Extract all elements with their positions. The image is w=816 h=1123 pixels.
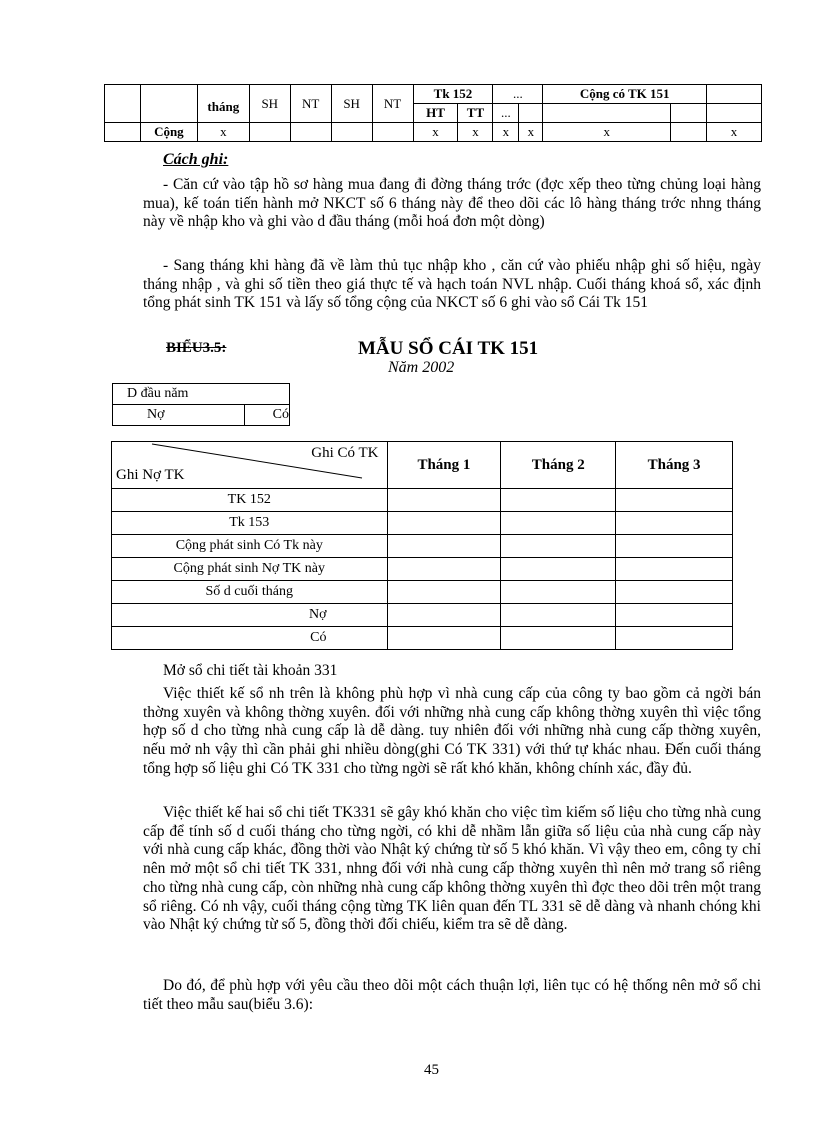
header-ht: HT (413, 104, 458, 123)
total-cell: x (493, 123, 519, 142)
table-cell (387, 535, 501, 558)
table-cell (671, 104, 707, 123)
table-cell (501, 535, 616, 558)
ledger-table (111, 441, 733, 650)
table-cell (140, 85, 197, 123)
section-331-paragraph-1: Việc thiết kế sổ nh trên là không phù hợp vì nhà cung cấp của công ty bao gồm cả ngời bán thờng xuyên và không thờng xuyên. đối với những nhà cung cấp không thờng xuyên thì việc tổng hợp số d cho từng nhà cung cấp là dễ dàng. tuy nhiên đối với những nhà cung cấp thờng xuyên, nếu mở nh vậy thì cần phải ghi nhiều dòng(ghi Có TK 331) với thứ tự khác nhau. Đến cuối tháng tổng hợp số liệu ghi Có TK 331 cho từng ngời sẽ rất khó khăn, không chính xác, đầy đủ. (143, 685, 761, 777)
table-cell (616, 489, 733, 512)
table-cell (290, 123, 331, 142)
table-cell (616, 558, 733, 581)
du-dau-nam-title: D đầu năm (113, 384, 290, 405)
table-cell (249, 123, 290, 142)
table-cell (501, 512, 616, 535)
table-cell (331, 123, 372, 142)
ghi-no-label: Ghi Nợ TK (116, 467, 185, 483)
total-cell: x (458, 123, 493, 142)
table-cell (543, 104, 671, 123)
table-cell (387, 581, 501, 604)
section-331-heading: Mở sổ chi tiết tài khoản 331 (163, 662, 338, 679)
cach-ghi-paragraph-1: - Căn cứ vào tập hồ sơ hàng mua đang đi đờng tháng trớc (đợc xếp theo từng chủng loại hàng mua), kế toán tiến hành mở NKCT số 6 tháng này để theo dõi các lô hàng tháng trớc nhng tháng này về nhập kho và ghi vào d đầu tháng (mỗi hoá đơn một dòng) (143, 176, 761, 231)
section-331-paragraph-3: Do đó, để phù hợp với yêu cầu theo dõi một cách thuận lợi, liên tục có hệ thống nên mở sổ chi tiết theo mẫu sau(biểu 3.6): (143, 977, 761, 1013)
total-cell: x (543, 123, 671, 142)
table-cell (105, 123, 141, 142)
table-row (112, 581, 733, 604)
total-cell: x (519, 123, 543, 142)
table-cell (501, 581, 616, 604)
table-cell (501, 489, 616, 512)
month-header: Tháng 3 (616, 442, 733, 489)
row-label: Cộng phát sinh Nợ TK này (112, 558, 388, 581)
header-tk152: Tk 152 (413, 85, 493, 104)
table-row (112, 558, 733, 581)
table-cell (616, 604, 733, 627)
table-cell (707, 85, 762, 104)
du-no: Nợ (113, 405, 245, 426)
header-ellipsis: ... (493, 104, 519, 123)
header-tt: TT (458, 104, 493, 123)
table-cell (707, 104, 762, 123)
table-row (112, 627, 733, 650)
table-cell (501, 627, 616, 650)
month-header: Tháng 1 (387, 442, 501, 489)
total-cell: x (197, 123, 249, 142)
header-thang: tháng (197, 85, 249, 123)
table-cell (387, 627, 501, 650)
table-cell (387, 604, 501, 627)
table-row (112, 535, 733, 558)
table-cell (387, 489, 501, 512)
table-cell (671, 123, 707, 142)
header-nt: NT (290, 85, 331, 123)
du-dau-nam-box (112, 383, 290, 426)
table-cell (105, 85, 141, 123)
row-label: Tk 153 (112, 512, 388, 535)
row-label: Cộng phát sinh Có Tk này (112, 535, 388, 558)
table-cell (616, 512, 733, 535)
table-cell (616, 627, 733, 650)
table-cell (616, 535, 733, 558)
month-header: Tháng 2 (501, 442, 616, 489)
table-cell (501, 558, 616, 581)
table-cell (501, 604, 616, 627)
row-label: Nợ (112, 604, 388, 627)
table-cell (387, 512, 501, 535)
header-nt: NT (372, 85, 413, 123)
cach-ghi-paragraph-2: - Sang tháng khi hàng đã về làm thủ tục nhập kho , căn cứ vào phiếu nhập ghi số hiệu, ngày tháng nhập , và ghi số tiền theo giá thực tế và hạch toán NVL nhập. Cuối tháng khoá sổ, xác định tổng phát sinh TK 151 và lấy số tổng cộng của NKCT số 6 ghi vào sổ Cái Tk 151 (143, 257, 761, 312)
row-label: Số d cuối tháng (112, 581, 388, 604)
table-row (112, 512, 733, 535)
header-sh: SH (249, 85, 290, 123)
total-cell: x (413, 123, 458, 142)
cach-ghi-heading: Cách ghi: (163, 151, 229, 168)
table-row (112, 604, 733, 627)
table-cell (616, 581, 733, 604)
table-cell (519, 104, 543, 123)
row-label: TK 152 (112, 489, 388, 512)
ghi-co-label: Ghi Có TK (311, 445, 379, 461)
year-subtitle: Năm 2002 (388, 359, 455, 376)
diagonal-header-cell (112, 442, 388, 489)
table-row (112, 489, 733, 512)
section-331-paragraph-2: Việc thiết kế hai sổ chi tiết TK331 sẽ gây khó khăn cho việc tìm kiếm số liệu cho từng nhà cung cấp để tính số d cuối tháng cho từng ngời, có khi dễ nhầm lẫn giữa số liệu của nhà cung cấp này với nhà cung cấp khác, đồng thời vào Nhật ký chứng từ số 5 khó khăn. Vì vậy theo em, công ty chỉ nên mở một sổ chi tiết TK 331, nhng đối với nhà cung cấp thờng xuyên thì nên mở trang sổ riêng cho từng nhà cung cấp, còn những nhà cung cấp không thờng xuyên thì đợc theo dõi trên một trang sổ riêng. Có nh vậy, cuối tháng cộng từng TK liên quan đến TL 331 sẽ dễ dàng và nhanh chóng khi vào Nhật ký chứng từ số 5, đồng thời đối chiếu, kiểm tra sẽ dễ dàng. (143, 804, 761, 934)
du-co: Có (244, 405, 289, 426)
page-title: MẪU SỔ CÁI TK 151 (358, 338, 539, 359)
row-label: Có (112, 627, 388, 650)
journal-table-fragment (104, 84, 762, 142)
page-number: 45 (424, 1062, 439, 1078)
header-ellipsis: ... (493, 85, 543, 104)
header-cong-co-tk151: Cộng có TK 151 (543, 85, 707, 104)
table-cell (372, 123, 413, 142)
total-cell: x (707, 123, 762, 142)
header-sh: SH (331, 85, 372, 123)
table-cell (387, 558, 501, 581)
total-label: Cộng (140, 123, 197, 142)
bieu-label: BIỂU3.5: (166, 340, 227, 356)
